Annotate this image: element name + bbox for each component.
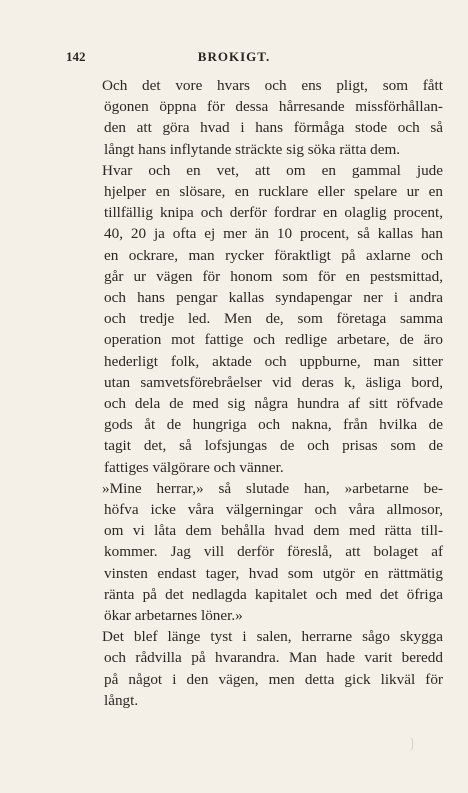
text-line: vinsten endast tager, hvad som utgör en rättmätig: [104, 564, 443, 582]
page-number: 142: [66, 49, 86, 64]
text-line: operation mot fattige och redlige arbetare, de äro: [104, 331, 443, 349]
running-head: BROKIGT.: [197, 49, 271, 64]
text-line: höfva icke våra välgerningar och våra allmosor,: [104, 501, 443, 519]
paragraph: [66, 75, 443, 160]
text-line: kommer. Jag vill derför föreslå, att bolaget af: [104, 543, 443, 561]
text-line: gods åt de hungriga och nakna, från hvilka de: [104, 416, 443, 434]
page-edge-mark: [409, 737, 413, 751]
text-line: hjelper en slösare, en rucklare eller spelare ur en: [104, 183, 443, 201]
text-line: och dela de med sig några hundra af sitt röfvade: [104, 395, 443, 413]
paragraph: [66, 160, 443, 478]
text-line: går ur vägen för honom som för en pestsmittad,: [104, 267, 443, 285]
page-header: [66, 49, 402, 67]
text-line: ränta på det nedlagda kapitalet och med det öfriga: [104, 585, 443, 603]
text-line: långt.: [104, 691, 139, 709]
paragraph: [66, 626, 443, 711]
text-line: på något i den vägen, men detta gick likväl för: [104, 670, 443, 688]
text-line: hederligt folk, aktade och uppburne, man sitter: [104, 352, 443, 370]
text-line: och hans pengar kallas syndapengar ner i andra: [104, 289, 443, 307]
text-line: och rådvilla på hvarandra. Man hade varit beredd: [104, 649, 443, 667]
text-line: utan samvetsförebråelser vid deras k, äsliga bord,: [104, 373, 443, 391]
text-line: och tredje led. Men de, som företaga samma: [104, 310, 443, 328]
text-line: Och det vore hvars och ens pligt, som fått: [102, 77, 443, 94]
paragraph: [66, 478, 443, 626]
text-line: en ockrare, man rycker föraktligt på axlarne och: [104, 246, 443, 264]
text-line: den att göra hvad i hans förmåga stode och så: [104, 119, 443, 137]
text-line: »Mine herrar,» så slutade han, »arbetarne be-: [102, 479, 443, 497]
text-line: ökar arbetarnes löner.»: [104, 607, 243, 625]
text-line: långt hans inflytande sträckte sig söka rätta dem.: [104, 140, 401, 158]
text-line: om vi låta dem behålla hvad dem med rätta till-: [104, 522, 443, 540]
text-line: ögonen öppna för dessa hårresande missförhållan-: [104, 98, 443, 116]
text-line: tagit det, så lofsjungas de och prisas som de: [104, 437, 443, 455]
text-line: Det blef länge tyst i salen, herrarne sågo skygga: [102, 628, 443, 646]
text-line: fattiges välgörare och vänner.: [104, 458, 284, 476]
text-line: tillfällig knipa och derför fordrar en olaglig procent,: [104, 204, 443, 222]
text-line: 40, 20 ja ofta ej mer än 10 procent, så kallas han: [104, 225, 443, 243]
body-text: [66, 75, 443, 711]
text-line: Hvar och en vet, att om en gammal jude: [102, 161, 443, 179]
